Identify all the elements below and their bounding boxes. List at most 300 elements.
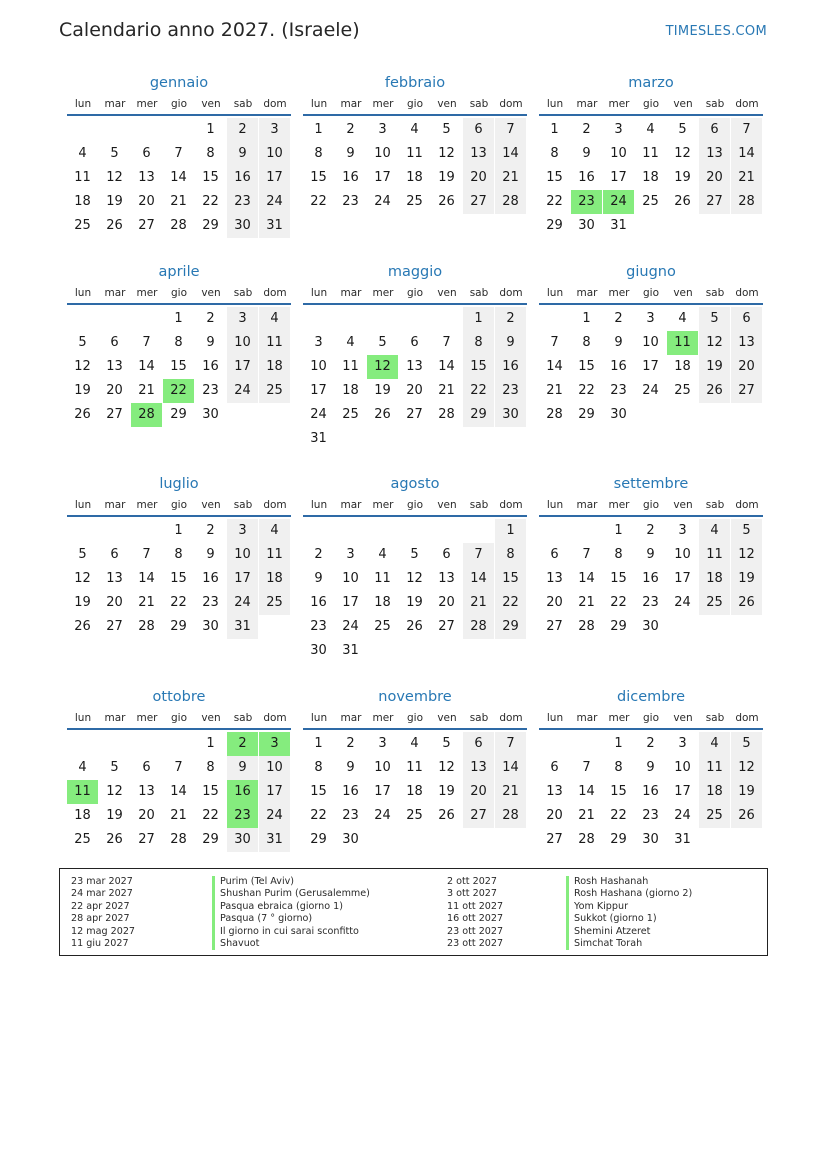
- week-row: [67, 307, 291, 331]
- day-cell: 7: [463, 543, 494, 567]
- weekday-header: [303, 708, 527, 730]
- day-cell: 23: [227, 190, 258, 214]
- empty-day-cell: [227, 403, 258, 427]
- month-name: luglio: [159, 476, 199, 492]
- weekday-label: mer: [136, 712, 158, 724]
- weekday-header: [539, 94, 763, 116]
- day-cell: 12: [106, 170, 123, 185]
- weekday-label: mar: [340, 98, 362, 110]
- day-cell: 21: [138, 383, 155, 398]
- week-row: [303, 591, 527, 615]
- weekday-label: ven: [673, 499, 693, 511]
- day-cell: 16: [578, 170, 595, 185]
- week-row: [539, 780, 763, 804]
- legend-holiday-name: Sukkot (giorno 1): [566, 913, 692, 925]
- weekday-label: mer: [608, 287, 630, 299]
- day-cell: 11: [699, 756, 730, 780]
- day-cell: 3: [227, 519, 258, 543]
- day-cell: 27: [106, 619, 123, 634]
- day-cell: 8: [314, 146, 323, 161]
- week-row: [539, 567, 763, 591]
- week-row: [67, 732, 291, 756]
- day-cell: 7: [142, 547, 151, 562]
- day-cell: 9: [614, 335, 623, 350]
- weekday-label: dom: [735, 712, 759, 724]
- day-cell: 9: [314, 571, 323, 586]
- day-cell: 19: [406, 595, 423, 610]
- empty-day-cell: [259, 403, 290, 427]
- weekday-label: gio: [642, 287, 659, 299]
- day-cell: 4: [410, 736, 419, 751]
- day-cell: 21: [546, 383, 563, 398]
- weekday-label: lun: [546, 712, 564, 724]
- weekday-header: [67, 94, 291, 116]
- day-cell: 5: [731, 732, 762, 756]
- day-cell: 11: [259, 543, 290, 567]
- legend-holiday-name: Rosh Hashana (giorno 2): [566, 888, 692, 900]
- day-cell: 25: [699, 804, 730, 828]
- day-cell: 27: [463, 804, 494, 828]
- day-cell: 1: [582, 311, 591, 326]
- day-cell: 31: [342, 643, 359, 658]
- weekday-label: lun: [74, 712, 92, 724]
- day-cell: 4: [678, 311, 687, 326]
- weekday-label: mer: [136, 287, 158, 299]
- day-cell: 24: [310, 407, 327, 422]
- day-cell: 1: [206, 122, 215, 137]
- empty-day-cell: [367, 639, 398, 663]
- day-cell: 26: [106, 218, 123, 233]
- empty-day-cell: [99, 732, 130, 756]
- week-row: [303, 567, 527, 591]
- weekday-label: mar: [340, 287, 362, 299]
- day-cell: 19: [438, 784, 455, 799]
- day-cell: 24: [342, 619, 359, 634]
- empty-day-cell: [367, 828, 398, 852]
- day-cell: 11: [342, 359, 359, 374]
- day-cell: 25: [406, 808, 423, 823]
- day-cell: 3: [378, 122, 387, 137]
- week-row: [67, 591, 291, 615]
- day-cell: 10: [259, 756, 290, 780]
- weekday-label: mar: [340, 499, 362, 511]
- empty-day-cell: [495, 639, 526, 663]
- day-cell: 10: [674, 760, 691, 775]
- day-cell: 25: [674, 383, 691, 398]
- weekday-label: gio: [406, 712, 423, 724]
- empty-day-cell: [303, 307, 334, 331]
- day-cell: 22: [578, 383, 595, 398]
- day-cell: 14: [170, 784, 187, 799]
- empty-day-cell: [539, 307, 570, 331]
- day-cell: 1: [614, 736, 623, 751]
- day-cell: 27: [463, 190, 494, 214]
- day-cell: 18: [374, 595, 391, 610]
- empty-day-cell: [259, 615, 290, 639]
- empty-day-cell: [635, 214, 666, 238]
- day-cell: 12: [438, 146, 455, 161]
- legend-holiday-name: Pasqua (7 ° giorno): [212, 913, 370, 925]
- day-cell: 17: [259, 780, 290, 804]
- month-settembre: [539, 473, 763, 639]
- month-name: marzo: [628, 75, 674, 91]
- day-cell: 10: [674, 547, 691, 562]
- day-cell: 29: [495, 615, 526, 639]
- day-cell: 16: [227, 166, 258, 190]
- empty-day-cell: [367, 307, 398, 331]
- day-cell: 14: [731, 142, 762, 166]
- day-cell: 5: [378, 335, 387, 350]
- day-cell: 1: [495, 519, 526, 543]
- page-title: Calendario anno 2027. (Israele): [59, 19, 360, 41]
- day-cell: 25: [259, 591, 290, 615]
- legend-dates-right: [447, 876, 503, 950]
- weekday-label: ven: [673, 98, 693, 110]
- day-cell: 28: [578, 832, 595, 847]
- day-cell: 22: [310, 808, 327, 823]
- day-cell: 4: [259, 307, 290, 331]
- day-cell: 12: [74, 359, 91, 374]
- day-cell: 30: [202, 619, 219, 634]
- week-row: [67, 804, 291, 828]
- day-cell: 21: [495, 780, 526, 804]
- day-cell: 3: [227, 307, 258, 331]
- day-cell: 30: [495, 403, 526, 427]
- day-cell: 29: [463, 403, 494, 427]
- empty-day-cell: [539, 732, 570, 756]
- weekday-label: lun: [310, 712, 328, 724]
- day-cell: 27: [406, 407, 423, 422]
- weekday-label: mar: [576, 287, 598, 299]
- day-cell: 26: [106, 832, 123, 847]
- weekday-label: gio: [170, 287, 187, 299]
- holiday-day-cell: 3: [259, 732, 290, 756]
- day-cell: 20: [546, 595, 563, 610]
- day-cell: 11: [406, 146, 423, 161]
- week-row: [67, 142, 291, 166]
- day-cell: 10: [227, 543, 258, 567]
- day-cell: 14: [170, 170, 187, 185]
- day-cell: 13: [546, 571, 563, 586]
- weekday-label: mer: [372, 712, 394, 724]
- day-cell: 9: [227, 756, 258, 780]
- holiday-day-cell: 11: [667, 331, 698, 355]
- weekday-label: mer: [372, 98, 394, 110]
- day-cell: 5: [678, 122, 687, 137]
- week-row: [67, 214, 291, 238]
- day-cell: 22: [310, 194, 327, 209]
- day-cell: 28: [495, 804, 526, 828]
- day-cell: 11: [642, 146, 659, 161]
- day-cell: 29: [202, 832, 219, 847]
- empty-day-cell: [667, 214, 698, 238]
- weekday-label: sab: [469, 98, 489, 110]
- day-cell: 18: [406, 784, 423, 799]
- weekday-label: gio: [406, 98, 423, 110]
- day-cell: 6: [731, 307, 762, 331]
- day-cell: 14: [495, 756, 526, 780]
- day-cell: 3: [678, 523, 687, 538]
- day-cell: 23: [202, 383, 219, 398]
- empty-day-cell: [67, 118, 98, 142]
- day-cell: 14: [463, 567, 494, 591]
- day-cell: 15: [202, 784, 219, 799]
- day-cell: 17: [310, 383, 327, 398]
- day-cell: 30: [227, 828, 258, 852]
- brand-link[interactable]: TIMESLES.COM: [665, 24, 767, 39]
- day-cell: 22: [546, 194, 563, 209]
- day-cell: 13: [463, 756, 494, 780]
- week-row: [539, 543, 763, 567]
- week-row: [67, 166, 291, 190]
- week-row: [539, 591, 763, 615]
- week-row: [539, 307, 763, 331]
- day-cell: 10: [374, 146, 391, 161]
- week-row: [67, 567, 291, 591]
- weekday-label: dom: [263, 712, 287, 724]
- weekday-label: mar: [340, 712, 362, 724]
- day-cell: 27: [138, 832, 155, 847]
- legend-date: 2 ott 2027: [447, 876, 498, 887]
- weekday-label: dom: [499, 712, 523, 724]
- day-cell: 5: [731, 519, 762, 543]
- day-cell: 24: [259, 804, 290, 828]
- legend-holiday-name: Il giorno in cui sarai sconfitto: [212, 926, 370, 938]
- day-cell: 9: [206, 335, 215, 350]
- day-cell: 31: [310, 431, 327, 446]
- weekday-label: mer: [136, 499, 158, 511]
- day-cell: 6: [463, 118, 494, 142]
- week-row: [539, 166, 763, 190]
- legend-holiday-name: Yom Kippur: [566, 901, 692, 913]
- day-cell: 12: [74, 571, 91, 586]
- day-cell: 5: [78, 335, 87, 350]
- day-cell: 9: [346, 146, 355, 161]
- weekday-label: mer: [372, 499, 394, 511]
- weekday-label: mar: [576, 98, 598, 110]
- day-cell: 15: [495, 567, 526, 591]
- day-cell: 8: [614, 760, 623, 775]
- weekday-label: dom: [499, 98, 523, 110]
- weekday-label: sab: [469, 712, 489, 724]
- weekday-label: sab: [705, 712, 725, 724]
- weekday-label: gio: [170, 712, 187, 724]
- day-cell: 8: [495, 543, 526, 567]
- week-row: [539, 403, 763, 427]
- day-cell: 1: [550, 122, 559, 137]
- holiday-day-cell: 23: [227, 804, 258, 828]
- holiday-day-cell: 28: [131, 403, 162, 427]
- empty-day-cell: [431, 427, 462, 451]
- weekday-label: lun: [310, 499, 328, 511]
- day-cell: 13: [546, 784, 563, 799]
- month-agosto: [303, 473, 527, 663]
- day-cell: 4: [78, 146, 87, 161]
- day-cell: 28: [138, 619, 155, 634]
- legend-holiday-name: Pasqua ebraica (giorno 1): [212, 901, 370, 913]
- day-cell: 13: [463, 142, 494, 166]
- week-row: [303, 732, 527, 756]
- day-cell: 6: [463, 732, 494, 756]
- day-cell: 20: [731, 355, 762, 379]
- day-cell: 7: [142, 335, 151, 350]
- day-cell: 6: [699, 118, 730, 142]
- day-cell: 3: [259, 118, 290, 142]
- day-cell: 18: [259, 567, 290, 591]
- week-row: [539, 615, 763, 639]
- empty-day-cell: [431, 639, 462, 663]
- day-cell: 2: [346, 122, 355, 137]
- month-name: settembre: [613, 476, 689, 492]
- day-cell: 6: [550, 547, 559, 562]
- day-cell: 27: [731, 379, 762, 403]
- empty-day-cell: [571, 519, 602, 543]
- day-cell: 18: [406, 170, 423, 185]
- day-cell: 10: [642, 335, 659, 350]
- empty-day-cell: [335, 427, 366, 451]
- day-cell: 4: [259, 519, 290, 543]
- legend-holiday-name: Shushan Purim (Gerusalemme): [212, 888, 370, 900]
- day-cell: 19: [731, 567, 762, 591]
- day-cell: 20: [438, 595, 455, 610]
- weekday-label: ven: [201, 98, 221, 110]
- weekday-label: mer: [608, 98, 630, 110]
- day-cell: 7: [550, 335, 559, 350]
- day-cell: 26: [74, 619, 91, 634]
- day-cell: 5: [442, 122, 451, 137]
- empty-day-cell: [699, 615, 730, 639]
- weekday-label: sab: [705, 98, 725, 110]
- weekday-label: sab: [469, 499, 489, 511]
- day-cell: 17: [642, 359, 659, 374]
- day-cell: 12: [438, 760, 455, 775]
- day-cell: 2: [646, 736, 655, 751]
- weekday-label: lun: [74, 499, 92, 511]
- day-cell: 14: [138, 359, 155, 374]
- day-cell: 2: [346, 736, 355, 751]
- week-row: [67, 828, 291, 852]
- day-cell: 19: [699, 355, 730, 379]
- day-cell: 18: [674, 359, 691, 374]
- day-cell: 2: [582, 122, 591, 137]
- day-cell: 18: [699, 780, 730, 804]
- month-name: novembre: [378, 689, 452, 705]
- empty-day-cell: [699, 828, 730, 852]
- day-cell: 16: [202, 359, 219, 374]
- day-cell: 31: [610, 218, 627, 233]
- week-row: [67, 355, 291, 379]
- day-cell: 8: [314, 760, 323, 775]
- month-febbraio: [303, 72, 527, 214]
- day-cell: 31: [259, 214, 290, 238]
- day-cell: 14: [578, 784, 595, 799]
- day-cell: 16: [310, 595, 327, 610]
- empty-day-cell: [399, 828, 430, 852]
- day-cell: 8: [206, 760, 215, 775]
- day-cell: 30: [202, 407, 219, 422]
- day-cell: 28: [578, 619, 595, 634]
- weekday-label: mar: [104, 98, 126, 110]
- empty-day-cell: [463, 828, 494, 852]
- legend-date: 12 mag 2027: [71, 925, 136, 937]
- empty-day-cell: [431, 828, 462, 852]
- weekday-label: sab: [705, 287, 725, 299]
- weekday-label: sab: [705, 499, 725, 511]
- day-cell: 15: [170, 359, 187, 374]
- day-cell: 5: [410, 547, 419, 562]
- weekday-label: gio: [406, 499, 423, 511]
- day-cell: 2: [227, 118, 258, 142]
- empty-day-cell: [131, 732, 162, 756]
- day-cell: 24: [674, 595, 691, 610]
- weekday-label: mar: [576, 499, 598, 511]
- day-cell: 10: [259, 142, 290, 166]
- legend-holiday-name: Shemini Atzeret: [566, 926, 692, 938]
- weekday-label: lun: [310, 98, 328, 110]
- day-cell: 30: [642, 619, 659, 634]
- day-cell: 23: [642, 595, 659, 610]
- weekday-label: ven: [437, 98, 457, 110]
- day-cell: 13: [138, 170, 155, 185]
- day-cell: 1: [206, 736, 215, 751]
- day-cell: 9: [495, 331, 526, 355]
- weekday-label: dom: [263, 499, 287, 511]
- empty-day-cell: [431, 519, 462, 543]
- day-cell: 16: [642, 571, 659, 586]
- day-cell: 20: [138, 194, 155, 209]
- day-cell: 8: [174, 335, 183, 350]
- legend-date: 3 ott 2027: [447, 888, 498, 900]
- month-name: ottobre: [152, 689, 206, 705]
- day-cell: 26: [674, 194, 691, 209]
- day-cell: 19: [438, 170, 455, 185]
- day-cell: 3: [378, 736, 387, 751]
- weekday-label: dom: [263, 287, 287, 299]
- weekday-label: ven: [201, 287, 221, 299]
- weekday-header: [539, 708, 763, 730]
- empty-day-cell: [67, 307, 98, 331]
- day-cell: 23: [202, 595, 219, 610]
- day-cell: 24: [227, 591, 258, 615]
- month-name: aprile: [158, 264, 200, 280]
- week-row: [303, 403, 527, 427]
- empty-day-cell: [731, 214, 762, 238]
- day-cell: 19: [674, 170, 691, 185]
- day-cell: 17: [227, 567, 258, 591]
- day-cell: 19: [74, 383, 91, 398]
- day-cell: 17: [259, 166, 290, 190]
- weekday-label: mar: [104, 287, 126, 299]
- weekday-label: mer: [608, 499, 630, 511]
- legend-holiday-name: Simchat Torah: [566, 938, 692, 950]
- weekday-label: dom: [263, 98, 287, 110]
- week-row: [303, 615, 527, 639]
- day-cell: 24: [227, 379, 258, 403]
- legend-date: 28 apr 2027: [71, 913, 130, 925]
- legend-date: 16 ott 2027: [447, 913, 504, 925]
- day-cell: 23: [342, 194, 359, 209]
- holiday-day-cell: 24: [603, 190, 634, 214]
- day-cell: 28: [546, 407, 563, 422]
- weekday-header: [303, 495, 527, 517]
- day-cell: 16: [642, 784, 659, 799]
- day-cell: 21: [138, 595, 155, 610]
- day-cell: 13: [406, 359, 423, 374]
- day-cell: 1: [174, 311, 183, 326]
- weekday-label: ven: [201, 499, 221, 511]
- day-cell: 23: [642, 808, 659, 823]
- week-row: [539, 756, 763, 780]
